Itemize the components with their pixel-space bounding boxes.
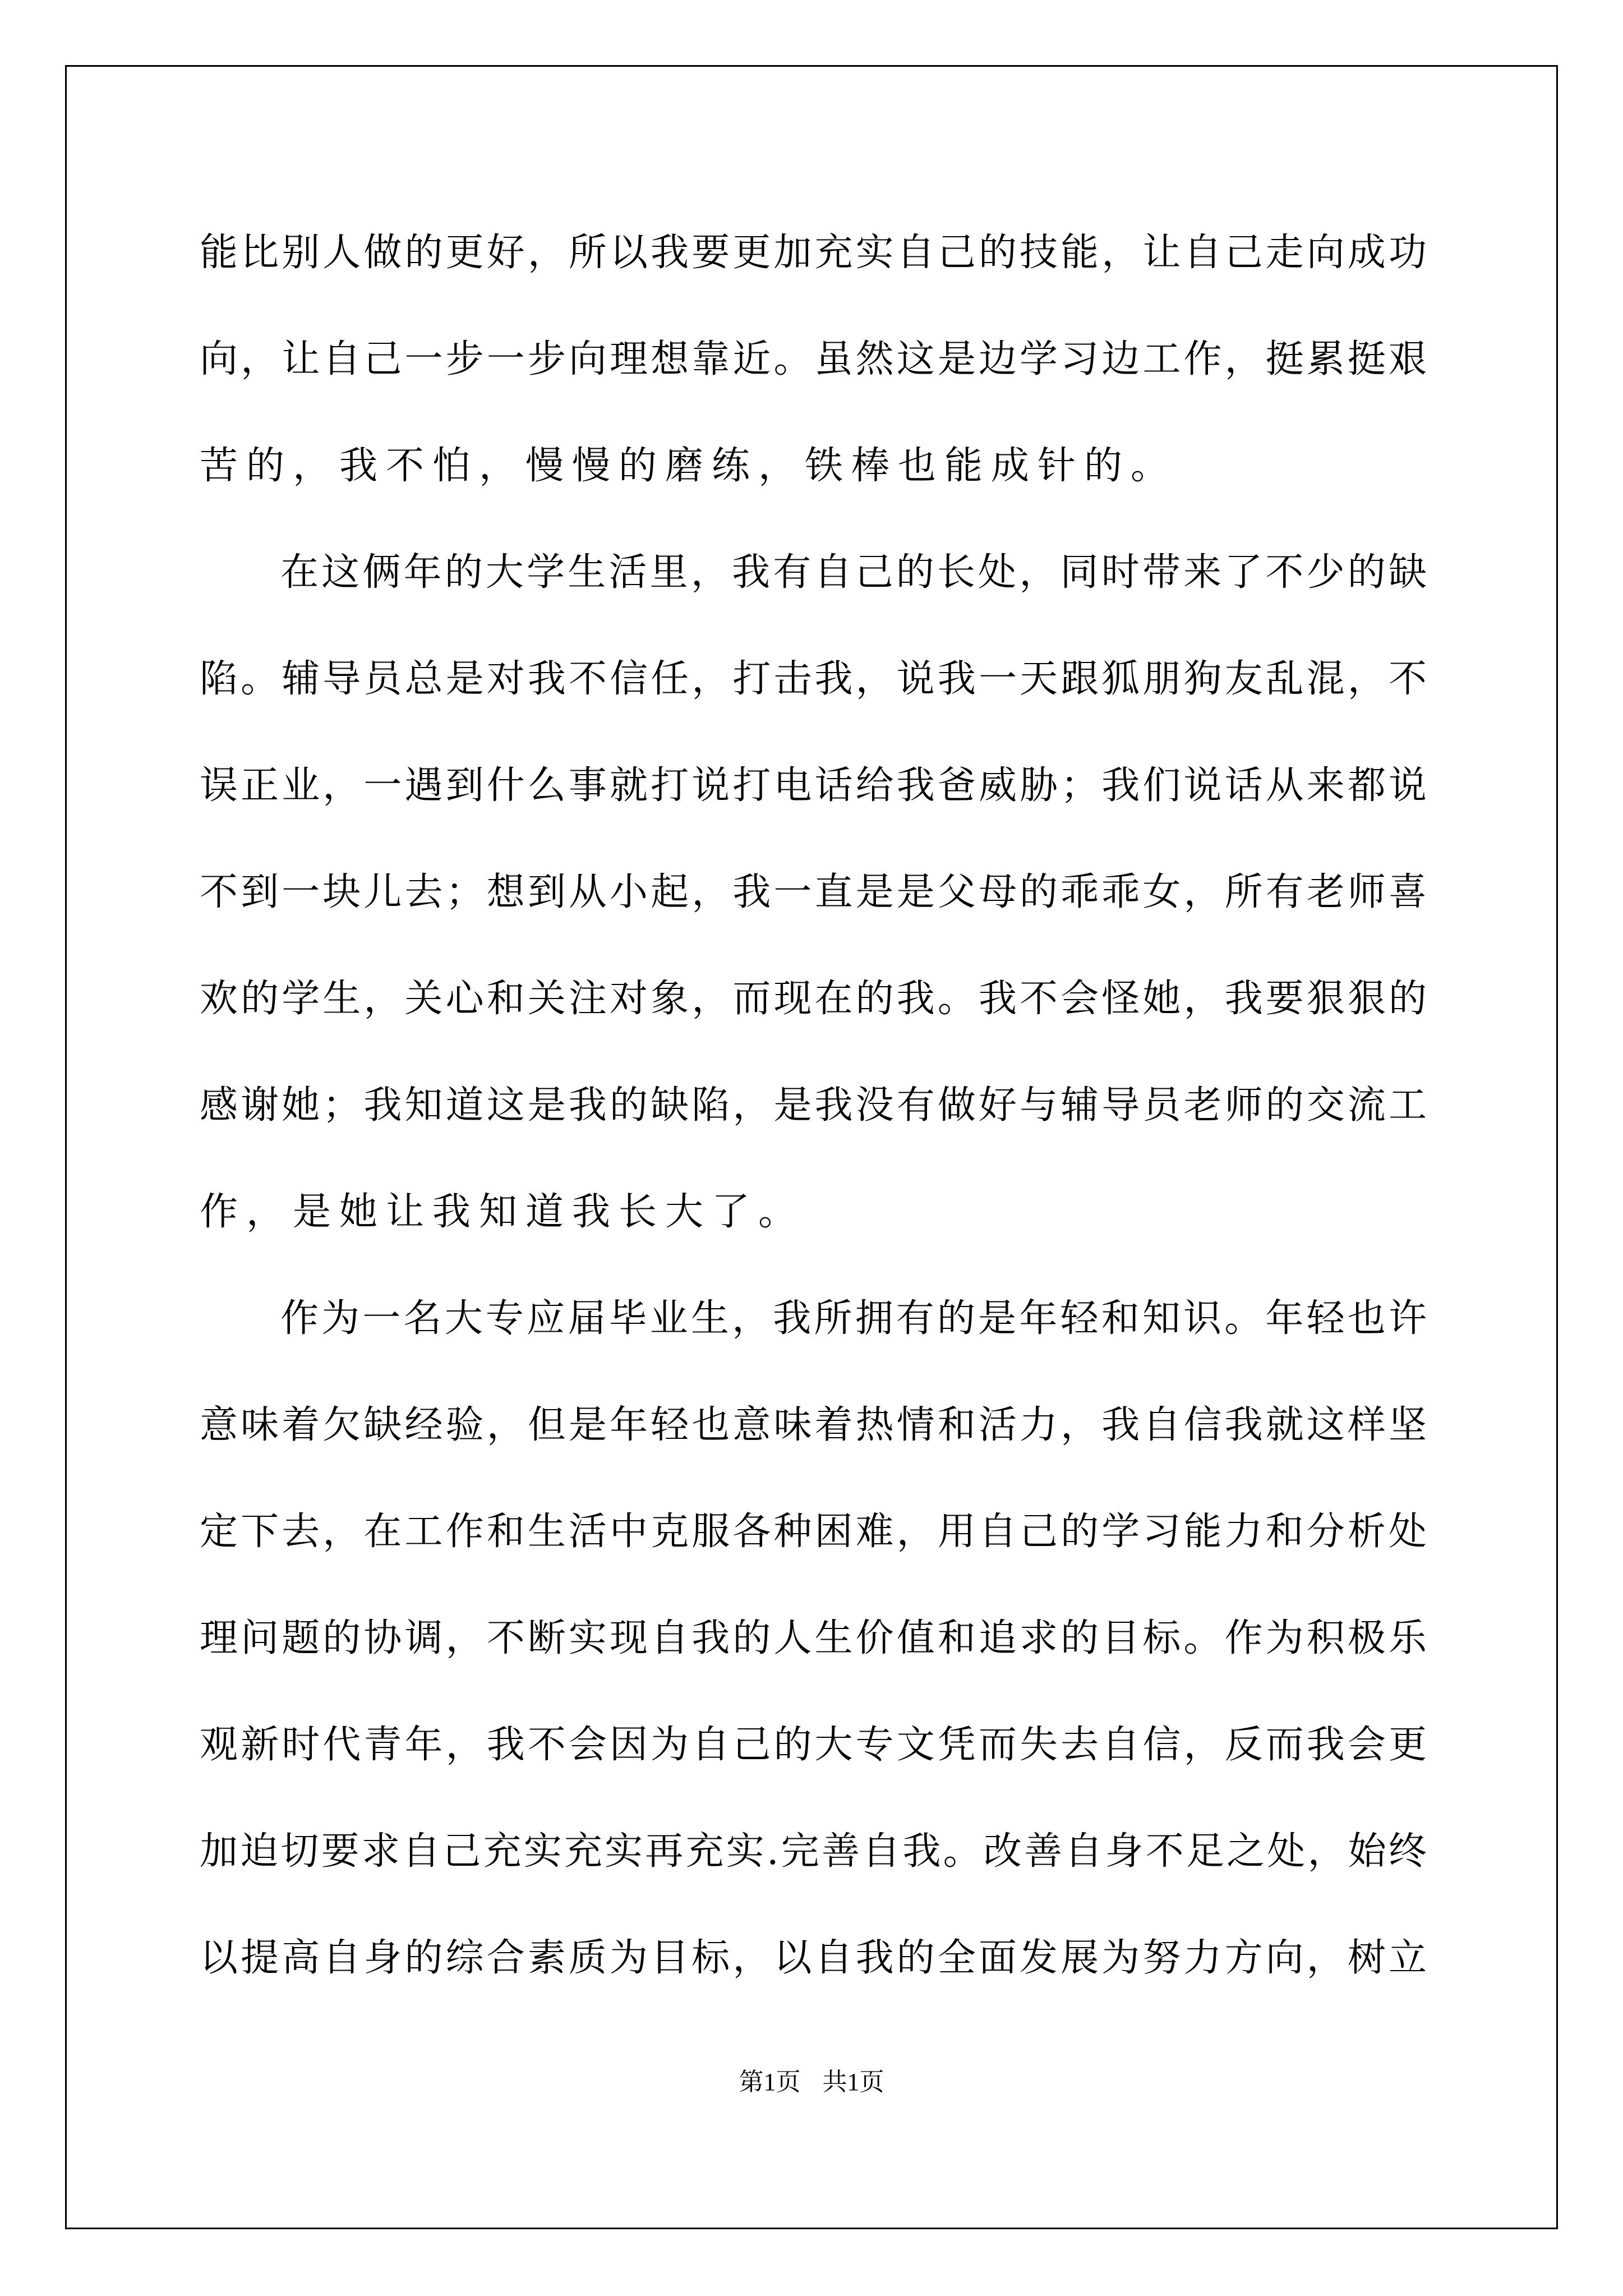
text-line: 定下去，在工作和生活中克服各种困难，用自己的学习能力和分析处	[200, 1510, 1427, 1554]
text-line: 能比别人做的更好，所以我要更加充实自己的技能，让自己走向成功	[200, 231, 1427, 275]
text-line: 感谢她；我知道这是我的缺陷，是我没有做好与辅导员老师的交流工	[200, 1083, 1427, 1128]
text-line: 加迫切要求自己充实充实再充实.完善自我。改善自身不足之处，始终	[200, 1829, 1427, 1874]
text-line: 误正业，一遇到什么事就打说打电话给我爸威胁；我们说话从来都说	[200, 763, 1427, 808]
text-line: 在这俩年的大学生活里，我有自己的长处，同时带来了不少的缺	[280, 550, 1427, 595]
page-total: 共1页	[822, 2068, 884, 2096]
text-line: 陷。辅导员总是对我不信任，打击我，说我一天跟狐朋狗友乱混，不	[200, 657, 1427, 701]
page-number: 第1页	[739, 2068, 801, 2096]
text-line: 理问题的协调，不断实现自我的人生价值和追求的目标。作为积极乐	[200, 1616, 1427, 1660]
page-footer	[0, 2065, 1623, 2099]
text-line: 意味着欠缺经验，但是年轻也意味着热情和活力，我自信我就这样坚	[200, 1403, 1427, 1447]
text-line: 向，让自己一步一步向理想靠近。虽然这是边学习边工作，挺累挺艰	[200, 337, 1427, 381]
text-line: 不到一块儿去；想到从小起，我一直是是父母的乖乖女，所有老师喜	[200, 870, 1427, 914]
text-line: 观新时代青年，我不会因为自己的大专文凭而失去自信，反而我会更	[200, 1723, 1427, 1767]
text-line: 作，是她让我知道我长大了。	[200, 1190, 805, 1234]
text-line: 作为一名大专应届毕业生，我所拥有的是年轻和知识。年轻也许	[280, 1296, 1427, 1341]
text-line: 苦的，我不怕，慢慢的磨练，铁棒也能成针的。	[200, 444, 1178, 488]
text-line: 欢的学生，关心和关注对象，而现在的我。我不会怪她，我要狠狠的	[200, 977, 1427, 1021]
text-line: 以提高自身的综合素质为目标，以自我的全面发展为努力方向，树立	[200, 1936, 1427, 1980]
